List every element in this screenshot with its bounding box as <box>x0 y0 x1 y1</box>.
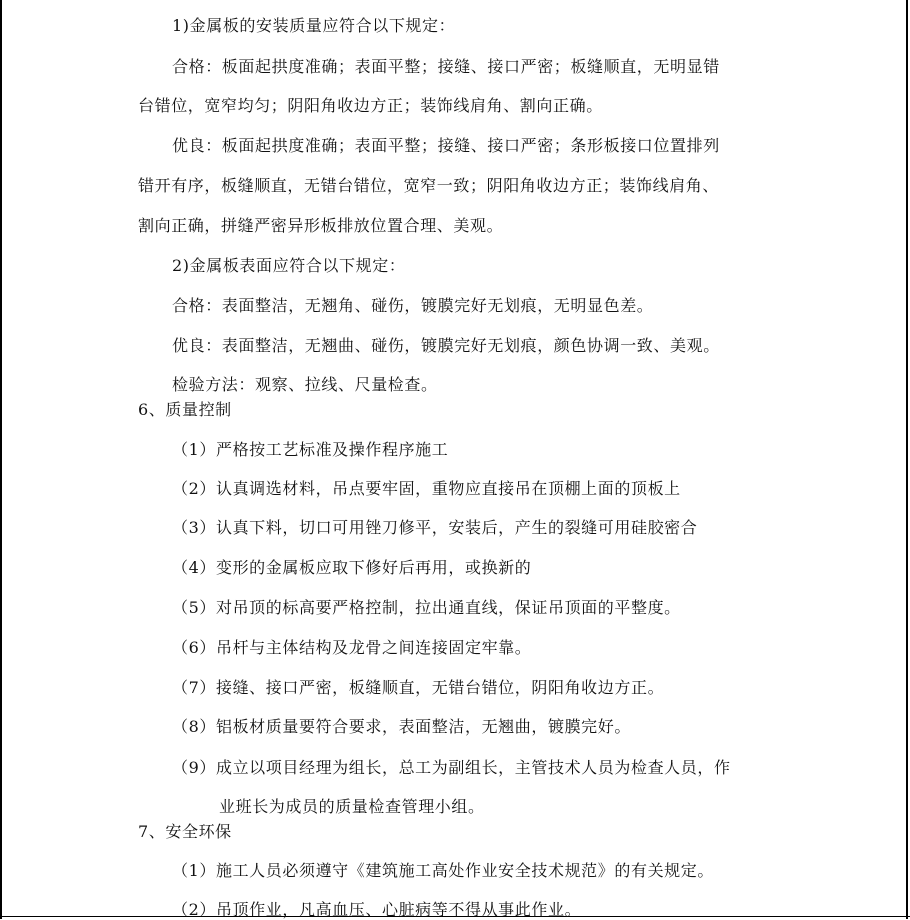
clause-heading-2: 2)金属板表面应符合以下规定： <box>172 256 406 275</box>
list-item: （4）变形的金属板应取下修好后再用，或换新的 <box>172 558 532 577</box>
list-item: （1）施工人员必须遵守《建筑施工高处作业安全技术规范》的有关规定。 <box>172 861 714 880</box>
paragraph-line: 合格：表面整洁，无翘角、碰伤，镀膜完好无划痕，无明显色差。 <box>172 296 654 315</box>
list-item: （1）严格按工艺标准及操作程序施工 <box>172 440 449 459</box>
list-item-continuation: 业班长为成员的质量检查管理小组。 <box>219 797 485 816</box>
paragraph-line: 合格：板面起拱度准确；表面平整；接缝、接口严密；板缝顺直，无明显错 <box>172 57 720 76</box>
clause-heading-1: 1)金属板的安装质量应符合以下规定： <box>172 16 456 35</box>
paragraph-line: 台错位，宽窄均匀；阴阳角收边方正；装饰线肩角、割向正确。 <box>138 96 603 115</box>
list-item: （3）认真下料，切口可用锉刀修平，安装后，产生的裂缝可用硅胶密合 <box>172 518 698 537</box>
list-item: （8）铝板材质量要符合要求，表面整洁，无翘曲，镀膜完好。 <box>172 717 631 736</box>
list-item: （9）成立以项目经理为组长，总工为副组长，主管技术人员为检查人员，作 <box>172 758 731 777</box>
list-item: （7）接缝、接口严密，板缝顺直，无错台错位，阴阳角收边方正。 <box>172 678 665 697</box>
section-heading-7: 7、安全环保 <box>138 822 232 841</box>
page-border-right <box>906 0 908 919</box>
list-item: （2）认真调选材料，吊点要牢固，重物应直接吊在顶棚上面的顶板上 <box>172 479 681 498</box>
paragraph-line: 检验方法：观察、拉线、尺量检查。 <box>172 375 438 394</box>
paragraph-line: 割向正确，拼缝严密异形板排放位置合理、美观。 <box>138 216 504 235</box>
list-item: （6）吊杆与主体结构及龙骨之间连接固定牢靠。 <box>172 638 532 657</box>
paragraph-line: 错开有序，板缝顺直，无错台错位，宽窄一致；阴阳角收边方正；装饰线肩角、 <box>138 176 720 195</box>
list-item: （5）对吊顶的标高要严格控制，拉出通直线，保证吊顶面的平整度。 <box>172 598 681 617</box>
section-heading-6: 6、质量控制 <box>138 400 232 419</box>
page-border-left <box>0 0 2 919</box>
paragraph-line: 优良：板面起拱度准确；表面平整；接缝、接口严密；条形板接口位置排列 <box>172 136 720 155</box>
paragraph-line: 优良：表面整洁，无翘曲、碰伤，镀膜完好无划痕，颜色协调一致、美观。 <box>172 336 720 355</box>
list-item: （2）吊顶作业，凡高血压、心脏病等不得从事此作业。 <box>172 900 582 919</box>
